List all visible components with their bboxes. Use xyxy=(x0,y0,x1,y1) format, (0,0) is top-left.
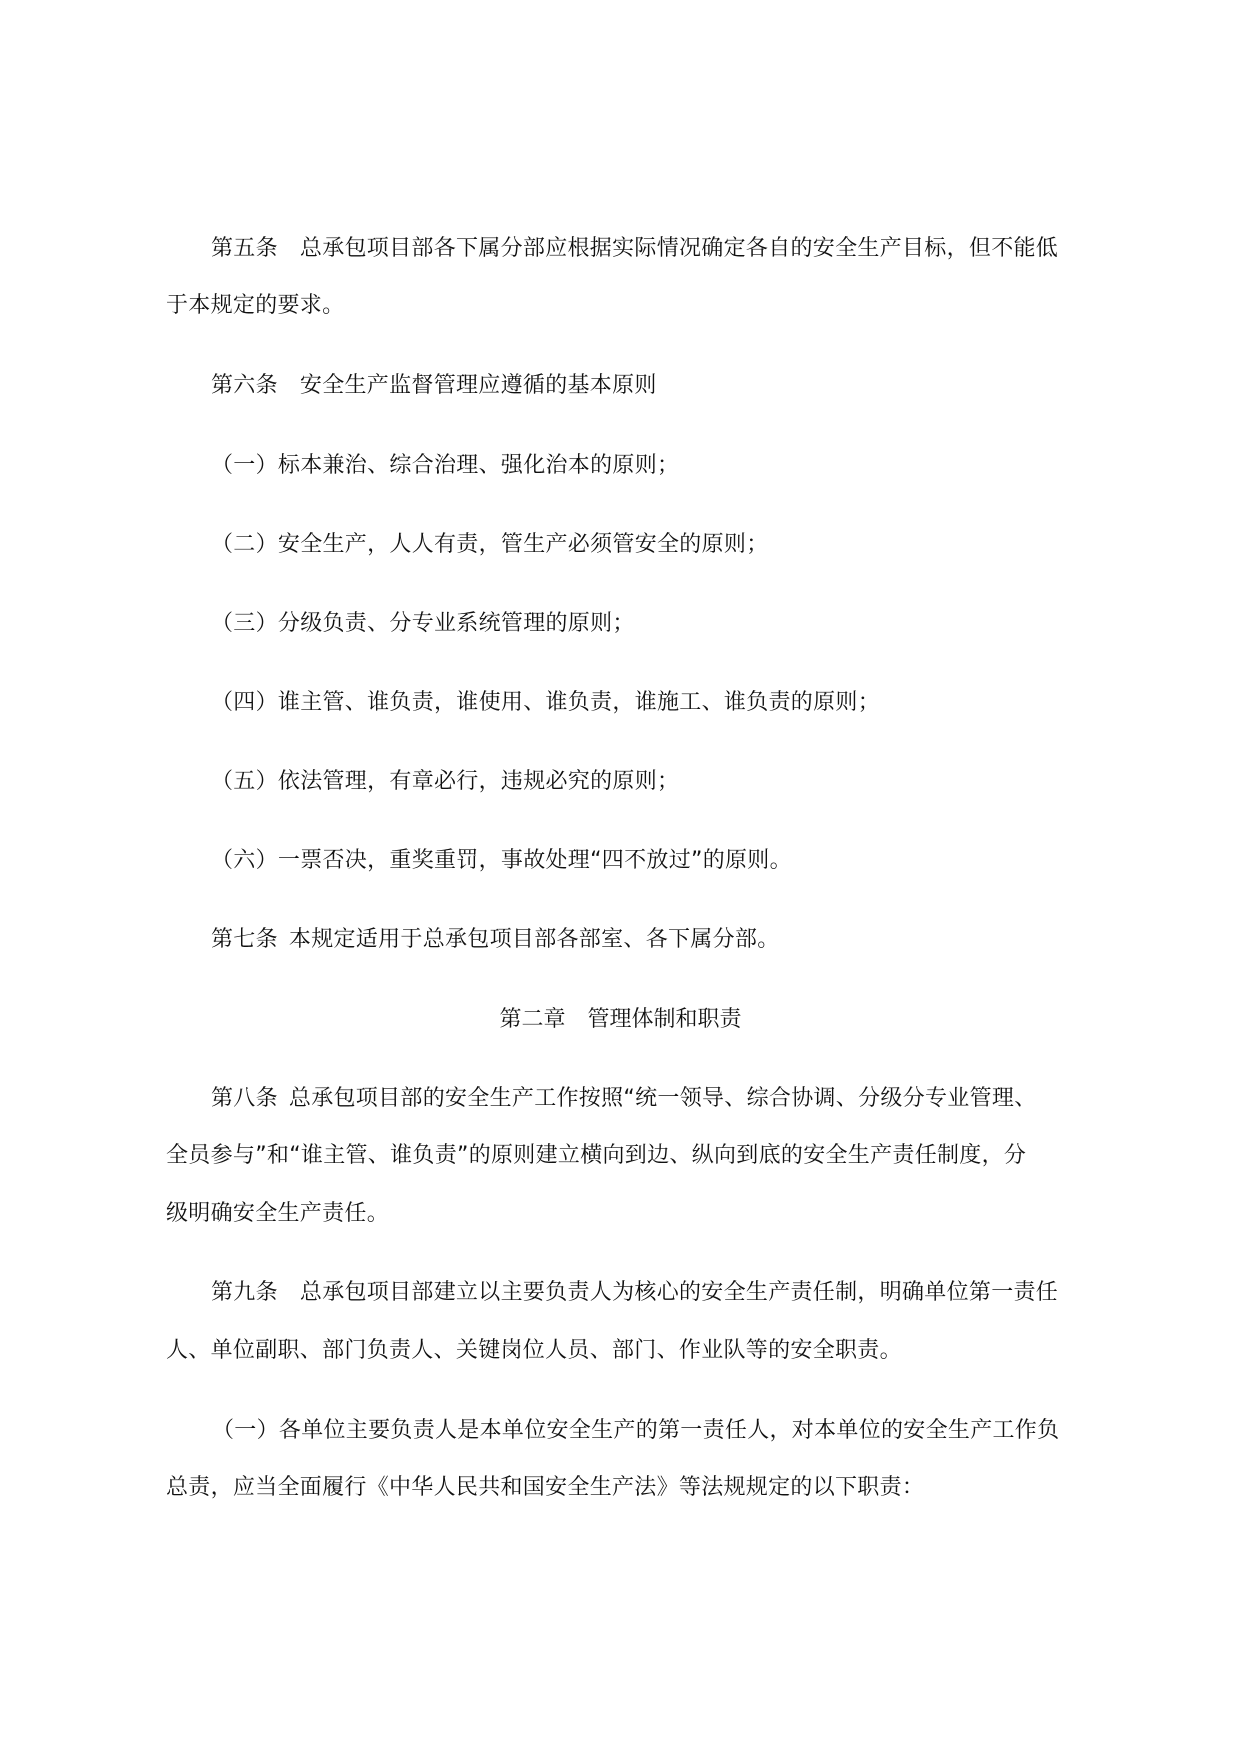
article-5-line-2: 于本规定的要求。 xyxy=(166,293,345,318)
article-6-item-5: （五）依法管理，有章必行，违规必究的原则； xyxy=(211,769,680,794)
article-8-text: 总承包项目部的安全生产工作按照“统一领导、综合协调、分级分专业管理、 xyxy=(288,1086,1037,1111)
article-9-sub-1-line-1: （一）各单位主要负责人是本单位安全生产的第一责任人，对本单位的安全生产工作负 xyxy=(212,1418,1060,1443)
article-9-sub-1-line-2: 总责，应当全面履行《中华人民共和国安全生产法》等法规规定的以下职责： xyxy=(166,1475,925,1500)
article-7-text: 本规定适用于总承包项目部各部室、各下属分部。 xyxy=(288,927,780,952)
article-9-line-2: 人、单位副职、部门负责人、关键岗位人员、部门、作业队等的安全职责。 xyxy=(166,1338,902,1363)
article-6-item-4: （四）谁主管、谁负责，谁使用、谁负责，谁施工、谁负责的原则； xyxy=(211,690,881,715)
article-9-label: 第九条 xyxy=(211,1280,278,1305)
article-6-title: 安全生产监督管理应遵循的基本原则 xyxy=(299,373,657,398)
article-6-item-1: （一）标本兼治、综合治理、强化治本的原则； xyxy=(211,453,680,478)
article-7-label: 第七条 xyxy=(211,927,278,952)
article-6-label: 第六条 xyxy=(211,373,278,398)
chapter-2-label: 第二章 xyxy=(499,1007,566,1032)
article-9-line-1 xyxy=(211,1278,1086,1308)
chapter-2-title: 管理体制和职责 xyxy=(587,1007,742,1032)
article-6-title-line xyxy=(211,371,1086,401)
article-6-item-2: （二）安全生产，人人有责，管生产必须管安全的原则； xyxy=(211,532,769,557)
article-8-line-1 xyxy=(211,1084,1086,1114)
article-5-label: 第五条 xyxy=(211,236,278,261)
article-5-text: 总承包项目部各下属分部应根据实际情况确定各自的安全生产目标，但不能低 xyxy=(299,236,1059,261)
article-6-item-6: （六）一票否决，重奖重罚，事故处理“四不放过”的原则。 xyxy=(211,848,792,873)
article-6-item-3: （三）分级负责、分专业系统管理的原则； xyxy=(211,611,635,636)
chapter-2-heading xyxy=(0,1005,1241,1035)
article-5-line-1 xyxy=(211,234,1086,264)
article-8-label: 第八条 xyxy=(211,1086,278,1111)
article-9-text: 总承包项目部建立以主要负责人为核心的安全生产责任制，明确单位第一责任 xyxy=(299,1280,1059,1305)
article-8-line-3: 级明确安全生产责任。 xyxy=(166,1201,390,1226)
article-7-line xyxy=(211,925,1086,955)
article-8-line-2: 全员参与”和“谁主管、谁负责”的原则建立横向到边、纵向到底的安全生产责任制度，分 xyxy=(166,1143,1027,1168)
